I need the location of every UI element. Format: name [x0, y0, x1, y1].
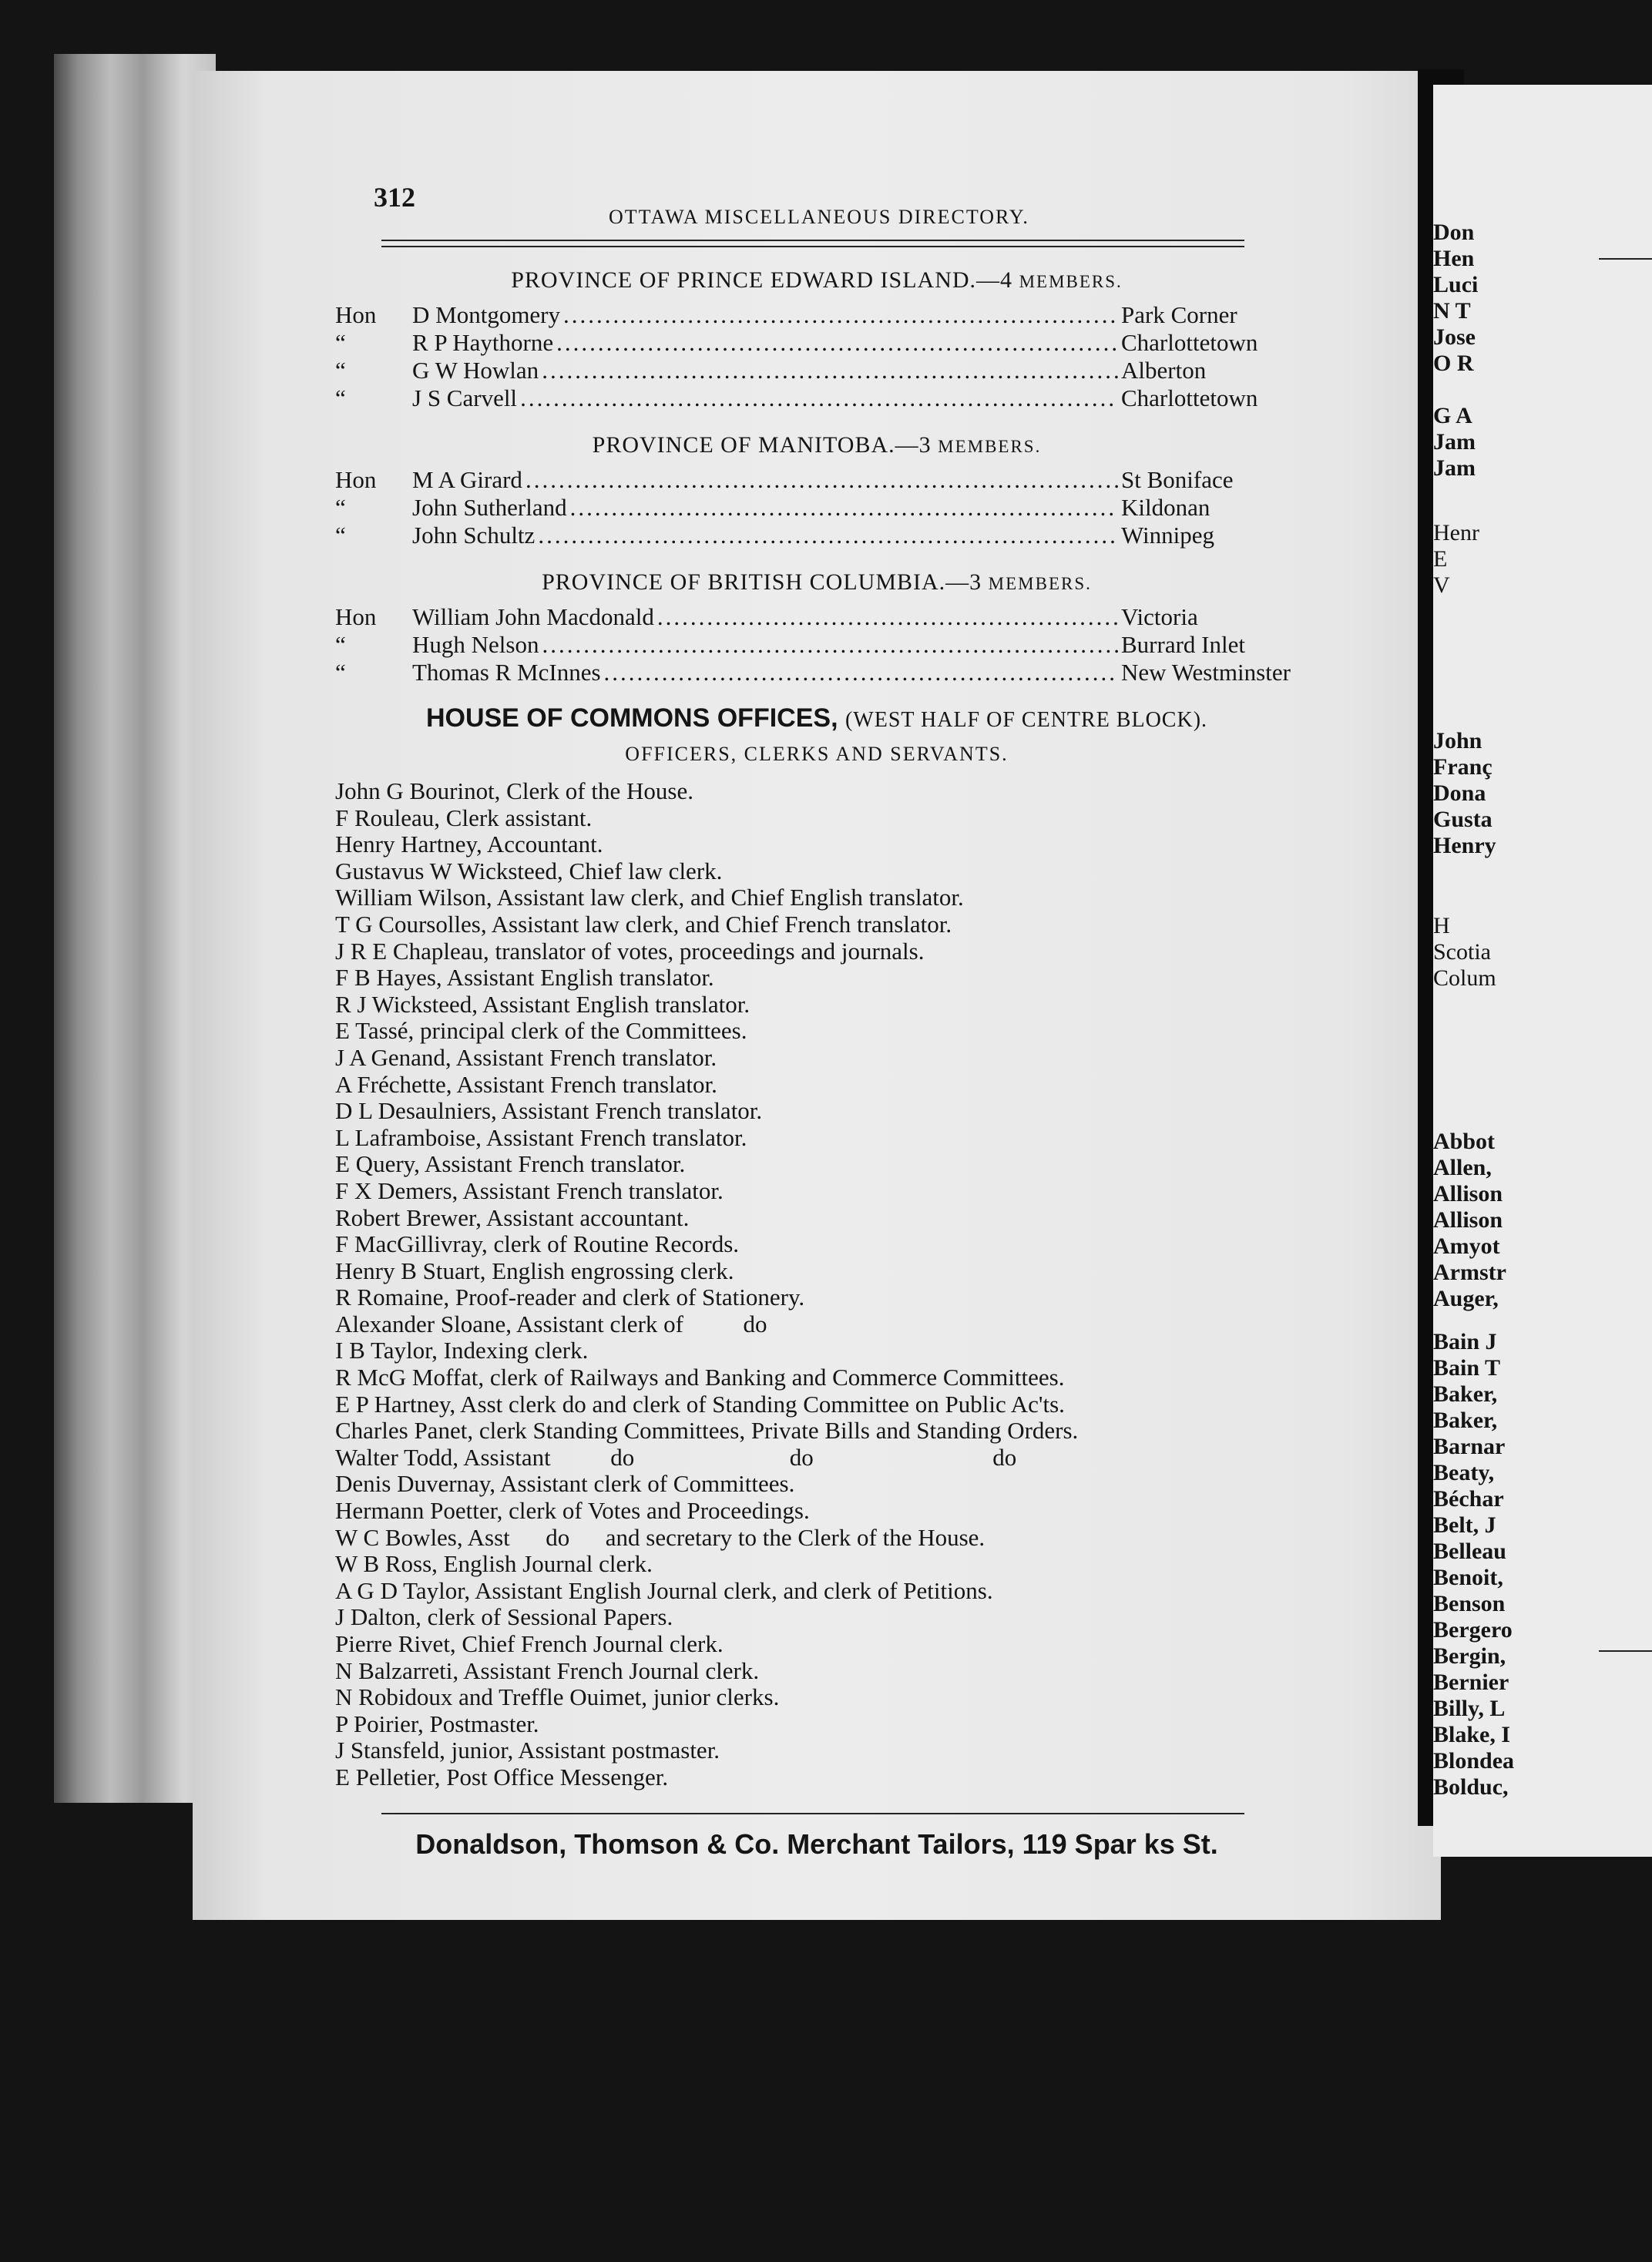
leader-dots: [570, 494, 1118, 522]
member-prefix: “: [335, 522, 346, 549]
staff-entry: Hermann Poetter, clerk of Votes and Proceedings.: [335, 1497, 810, 1525]
leader-dots: [556, 329, 1118, 357]
header-rule-2: [381, 246, 1244, 247]
right-page-line: Allison: [1433, 1207, 1503, 1233]
staff-entry: A Fréchette, Assistant French translator.: [335, 1070, 717, 1098]
right-page-line: Beaty,: [1433, 1460, 1495, 1485]
manitoba-title: PROVINCE OF MANITOBA.—3: [592, 432, 932, 458]
member-place: St Boniface: [1121, 466, 1234, 493]
right-page-line: Luci: [1433, 272, 1479, 297]
right-page-line: Hen: [1433, 246, 1475, 271]
right-page-line: Allison: [1433, 1181, 1503, 1207]
staff-entry: Denis Duvernay, Assistant clerk of Committees.: [335, 1470, 795, 1498]
right-page-line: Bergin,: [1433, 1643, 1506, 1669]
pei-title: PROVINCE OF PRINCE EDWARD ISLAND.—4: [511, 267, 1013, 293]
staff-entry: J Dalton, clerk of Sessional Papers.: [335, 1603, 673, 1631]
staff-entry: Gustavus W Wicksteed, Chief law clerk.: [335, 857, 723, 884]
commons-subhead: OFFICERS, CLERKS AND SERVANTS.: [625, 743, 1009, 765]
member-place: Victoria: [1121, 603, 1198, 630]
member-row: [335, 603, 1298, 631]
running-head: OTTAWA MISCELLANEOUS DIRECTORY.: [609, 206, 1029, 228]
footer-advert: Donaldson, Thomson & Co. Merchant Tailors, 119 Spar ks St.: [415, 1827, 1218, 1860]
right-page-column-fragment: [1433, 1129, 1506, 1312]
right-page-line: Allen,: [1433, 1155, 1492, 1180]
right-page-line: E: [1433, 546, 1448, 572]
right-page-line: Henr: [1433, 520, 1479, 545]
right-page-line: Bain T: [1433, 1355, 1500, 1381]
staff-entry: J A Genand, Assistant French translator.: [335, 1043, 717, 1071]
right-page-line: Auger,: [1433, 1286, 1499, 1311]
right-page-line: Blondea: [1433, 1748, 1515, 1774]
right-page-line: V: [1433, 572, 1450, 598]
staff-entry: E P Hartney, Asst clerk do and clerk of Standing Committee on Public Ac'ts.: [335, 1390, 1065, 1418]
right-page-line: Jam: [1433, 429, 1476, 455]
right-page-line: Colum: [1433, 965, 1496, 991]
staff-entry: F B Hayes, Assistant English translator.: [335, 964, 714, 992]
right-page-column-fragment: [1433, 520, 1479, 599]
book-page-edges: [54, 54, 216, 1803]
staff-entry: I B Taylor, Indexing clerk.: [335, 1337, 589, 1364]
staff-entry: F Rouleau, Clerk assistant.: [335, 804, 593, 831]
footer-rule: [381, 1813, 1244, 1814]
member-prefix: “: [335, 329, 346, 356]
staff-entry: Henry B Stuart, English engrossing clerk.: [335, 1257, 734, 1284]
staff-entry: T G Coursolles, Assistant law clerk, and Chief French translator.: [335, 910, 952, 938]
member-prefix: “: [335, 631, 346, 658]
member-name: D Montgomery: [412, 301, 561, 328]
right-page-line: Benson: [1433, 1591, 1506, 1616]
right-page-column-fragment: [1433, 1329, 1514, 1801]
staff-entry: A G D Taylor, Assistant English Journal clerk, and clerk of Petitions.: [335, 1576, 993, 1604]
staff-entry: R J Wicksteed, Assistant English translator.: [335, 990, 750, 1018]
right-page-line: Baker,: [1433, 1408, 1498, 1433]
member-prefix: Hon: [335, 301, 377, 328]
right-page-rule: [1599, 258, 1652, 260]
right-page-bottom-rule: [1599, 1650, 1652, 1652]
leader-dots: [525, 466, 1118, 494]
leader-dots: [604, 659, 1118, 686]
staff-entry: J Stansfeld, junior, Assistant postmaster.: [335, 1737, 720, 1764]
member-row: [335, 329, 1298, 357]
member-prefix: Hon: [335, 466, 377, 493]
right-page-line: Scotia: [1433, 939, 1491, 965]
staff-entry: Henry Hartney, Accountant.: [335, 831, 603, 858]
right-page-column-fragment: [1433, 913, 1496, 992]
leader-dots: [538, 522, 1118, 549]
page-number: 312: [374, 182, 415, 213]
leader-dots: [542, 357, 1118, 384]
pei-title-suffix: MEMBERS.: [1019, 272, 1123, 291]
member-place: Winnipeg: [1121, 522, 1215, 549]
pei-members: [335, 301, 1298, 412]
right-page-line: Barnar: [1433, 1434, 1506, 1459]
staff-entry: R McG Moffat, clerk of Railways and Banking and Commerce Committees.: [335, 1364, 1065, 1391]
staff-entry: W B Ross, English Journal clerk.: [335, 1550, 653, 1578]
staff-entry: D L Desaulniers, Assistant French translator.: [335, 1097, 763, 1125]
member-place: Charlottetown: [1121, 384, 1258, 411]
member-name: John Schultz: [412, 522, 536, 549]
right-page-line: Jose: [1433, 324, 1476, 350]
member-row: [335, 659, 1298, 686]
member-place: Alberton: [1121, 357, 1207, 384]
member-name: R P Haythorne: [412, 329, 554, 356]
commons-title: [335, 703, 1298, 733]
member-prefix: “: [335, 357, 346, 384]
right-page-line: N T: [1433, 298, 1471, 324]
right-page-line: Belleau: [1433, 1539, 1506, 1564]
right-page-line: Franç: [1433, 754, 1493, 780]
member-row: [335, 357, 1298, 384]
page-header: [335, 181, 1298, 235]
right-page-line: Henry: [1433, 833, 1496, 858]
member-place: Burrard Inlet: [1121, 631, 1245, 658]
member-name: J S Carvell: [412, 384, 518, 411]
member-prefix: “: [335, 659, 346, 686]
staff-entry: N Balzarreti, Assistant French Journal clerk.: [335, 1656, 760, 1684]
leader-dots: [563, 301, 1118, 329]
right-page-line: Benoit,: [1433, 1565, 1503, 1590]
right-page-line: Amyot: [1433, 1233, 1500, 1259]
header-rule: [381, 240, 1244, 241]
staff-entry: F X Demers, Assistant French translator.: [335, 1176, 724, 1204]
right-page-line: Abbot: [1433, 1129, 1496, 1154]
right-page-line: Don: [1433, 220, 1475, 245]
member-prefix: “: [335, 384, 346, 411]
staff-entry: Alexander Sloane, Assistant clerk of do: [335, 1310, 767, 1337]
right-page-line: John: [1433, 728, 1482, 753]
right-page-line: Gusta: [1433, 807, 1493, 832]
staff-entry: N Robidoux and Treffle Ouimet, junior clerks.: [335, 1683, 780, 1711]
right-page: [1433, 85, 1652, 1857]
right-page-line: Armstr: [1433, 1260, 1506, 1285]
right-page-line: Blake, I: [1433, 1722, 1511, 1747]
staff-entry: L Laframboise, Assistant French translator.: [335, 1123, 747, 1151]
commons-title-sub: (WEST HALF OF CENTRE BLOCK).: [844, 708, 1208, 732]
member-place: New Westminster: [1121, 659, 1291, 686]
member-place: Kildonan: [1121, 494, 1210, 521]
leader-dots: [542, 631, 1118, 659]
left-page-content: [335, 181, 1298, 1861]
member-name: John Sutherland: [412, 494, 567, 521]
staff-entry: Charles Panet, clerk Standing Committees, Private Bills and Standing Orders.: [335, 1417, 1079, 1445]
right-page-line: Billy, L: [1433, 1696, 1506, 1721]
member-row: [335, 466, 1298, 494]
right-page-line: Bernier: [1433, 1670, 1509, 1695]
staff-entry: William Wilson, Assistant law clerk, and Chief English translator.: [335, 884, 964, 911]
member-name: William John Macdonald: [412, 603, 654, 630]
right-page-line: H: [1433, 913, 1450, 938]
staff-entry: P Poirier, Postmaster.: [335, 1710, 539, 1737]
member-place: Charlottetown: [1121, 329, 1258, 356]
member-row: [335, 631, 1298, 659]
member-row: [335, 494, 1298, 522]
staff-entry: E Tassé, principal clerk of the Committees.: [335, 1017, 747, 1045]
member-row: [335, 384, 1298, 412]
leader-dots: [520, 384, 1118, 412]
right-page-line: Bain J: [1433, 1329, 1497, 1354]
commons-title-main: HOUSE OF COMMONS OFFICES,: [425, 703, 838, 733]
right-page-line: Jam: [1433, 455, 1476, 481]
member-name: Thomas R McInnes: [412, 659, 601, 686]
staff-entry: Walter Todd, Assistant do do do: [335, 1443, 1017, 1471]
staff-entry: W C Bowles, Asst do and secretary to the Clerk of the House.: [335, 1523, 985, 1551]
member-row: [335, 301, 1298, 329]
member-name: G W Howlan: [412, 357, 539, 384]
right-page-line: [1433, 377, 1478, 403]
member-row: [335, 522, 1298, 549]
right-page-line: Belt, J: [1433, 1512, 1496, 1538]
commons-staff-list: [335, 778, 1298, 1791]
right-page-line: Baker,: [1433, 1381, 1498, 1407]
section-title-pei: [335, 267, 1298, 294]
manitoba-members: [335, 466, 1298, 549]
staff-entry: John G Bourinot, Clerk of the House.: [335, 777, 693, 804]
member-name: M A Girard: [412, 466, 522, 493]
right-page-line: O R: [1433, 351, 1474, 376]
member-place: Park Corner: [1121, 301, 1237, 328]
member-prefix: Hon: [335, 603, 377, 630]
member-name: Hugh Nelson: [412, 631, 539, 658]
right-page-line: Bergero: [1433, 1617, 1513, 1643]
section-title-bc: [335, 569, 1298, 596]
staff-entry: F MacGillivray, clerk of Routine Records.: [335, 1230, 740, 1258]
leader-dots: [657, 603, 1118, 631]
bc-members: [335, 603, 1298, 686]
right-page-line: G A: [1433, 403, 1472, 428]
manitoba-title-suffix: MEMBERS.: [938, 437, 1042, 456]
staff-entry: E Pelletier, Post Office Messenger.: [335, 1763, 669, 1790]
staff-entry: Robert Brewer, Assistant accountant.: [335, 1203, 690, 1231]
bc-title-suffix: MEMBERS.: [988, 574, 1092, 593]
right-page-line: Béchar: [1433, 1486, 1504, 1512]
staff-entry: E Query, Assistant French translator.: [335, 1150, 686, 1178]
section-title-manitoba: [335, 432, 1298, 458]
staff-entry: J R E Chapleau, translator of votes, proceedings and journals.: [335, 937, 925, 965]
member-prefix: “: [335, 494, 346, 521]
right-page-column-fragment: [1433, 728, 1496, 859]
right-page-column-fragment: [1433, 220, 1478, 482]
right-page-line: Bolduc,: [1433, 1774, 1509, 1800]
staff-entry: R Romaine, Proof-reader and clerk of Stationery.: [335, 1284, 805, 1311]
bc-title: PROVINCE OF BRITISH COLUMBIA.—3: [542, 569, 982, 595]
right-page-line: Dona: [1433, 780, 1486, 806]
staff-entry: Pierre Rivet, Chief French Journal clerk.: [335, 1630, 724, 1657]
